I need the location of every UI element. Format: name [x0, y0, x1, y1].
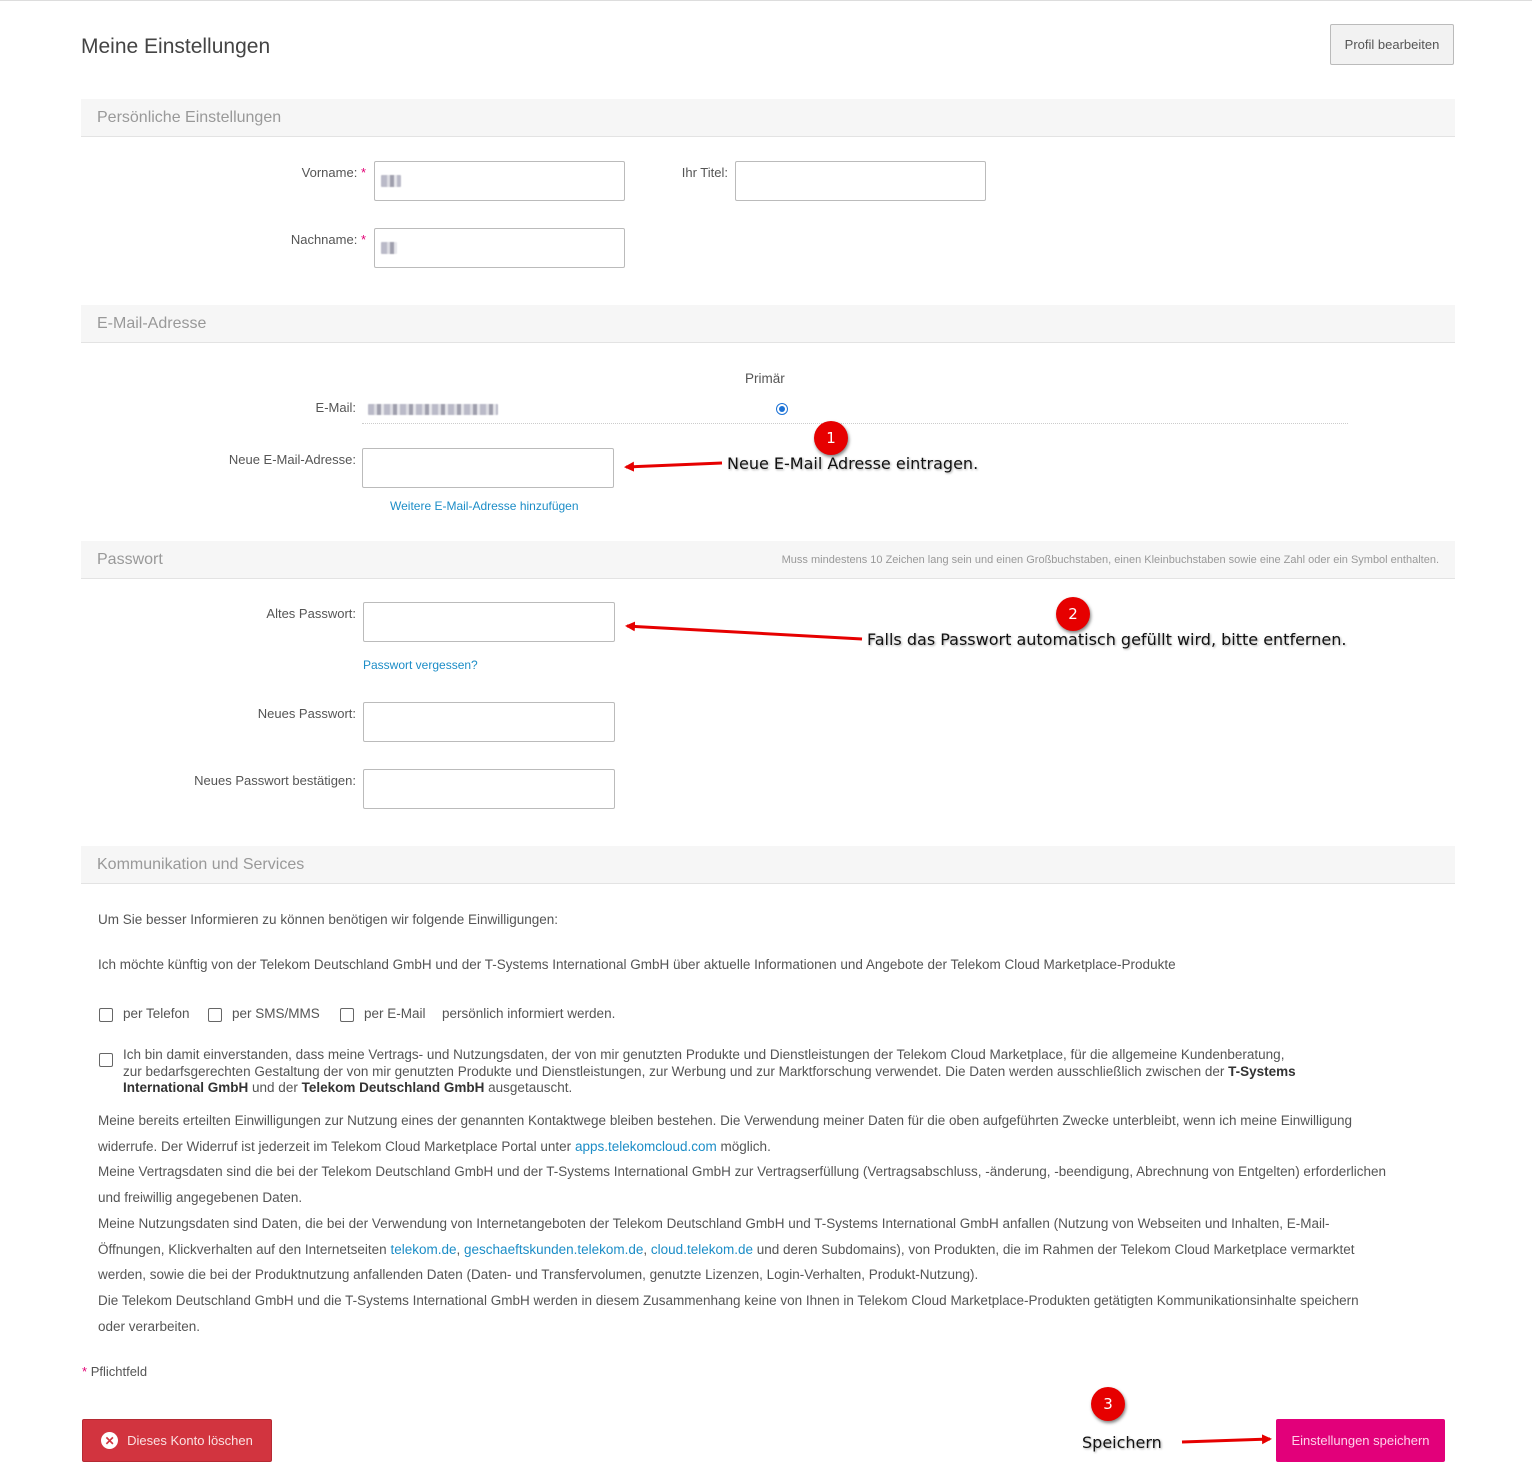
portal-link[interactable]: apps.telekomcloud.com — [574, 1138, 717, 1154]
edit-profile-button[interactable]: Profil bearbeiten — [1330, 24, 1454, 65]
annotation-text-1: Neue E-Mail Adresse eintragen. — [727, 454, 979, 473]
checkbox-suffix: persönlich informiert werden. — [442, 1006, 616, 1021]
arrow-1 — [626, 463, 722, 467]
lastname-label: Nachname: * — [290, 232, 366, 247]
section-title: Persönliche Einstellungen — [97, 108, 282, 126]
add-email-link[interactable]: Weitere E-Mail-Adresse hinzufügen — [390, 499, 579, 513]
required-mark: * — [360, 232, 366, 247]
firstname-label: Vorname: * — [301, 165, 366, 180]
forgot-password-link[interactable]: Passwort vergessen? — [363, 658, 478, 672]
save-settings-button[interactable]: Einstellungen speichern — [1276, 1419, 1445, 1462]
required-mark: * — [360, 165, 366, 180]
arrow-2 — [627, 626, 862, 639]
checkbox-sms-label: per SMS/MMS — [232, 1006, 320, 1021]
old-password-label: Altes Passwort: — [266, 606, 356, 621]
annotation-text-3: Speichern — [1082, 1433, 1162, 1452]
annotation-text-2: Falls das Passwort automatisch gefüllt wird, bitte entfernen. — [867, 630, 1347, 649]
confirm-password-label: Neues Passwort bestätigen: — [194, 773, 356, 788]
annotation-badge-2: 2 — [1056, 597, 1090, 631]
required-note: * Pflichtfeld — [82, 1364, 148, 1379]
checkbox-email-label: per E-Mail — [364, 1006, 426, 1021]
section-title: Passwort — [97, 550, 163, 568]
annotation-badge-3: 3 — [1091, 1387, 1125, 1421]
legal-text: Meine bereits erteilten Einwilligungen zur Nutzung eines der genannten Kontaktwege bleiben bestehen. Die Verwendung meiner Daten für die oben aufgeführten Zwecke unterbleibt, wenn ich meine Einwilligung widerrufe. Der Widerruf ist jederzeit im Telekom Cloud Marketplace Portal unter apps.telekomcloud.com möglich. Meine Vertragsdaten sind die bei der Telekom Deutschland GmbH und der T-Systems International GmbH zur Vertragserfüllung (Vertragsabschluss, -änderung, -beendigung, Abrechnung von Entgelten) erforderlichen und freiwillig angegebenen Daten. Meine Nutzungsdaten sind Daten, die bei der Verwendung von Internetangeboten der Telekom Deutschland GmbH und T-Systems International GmbH anfallen (Nutzung von Webseiten und Inhalten, E-Mail- Öffnungen, Klickverhalten auf den Internetseiten telekom.de, geschaeftskunden.telekom.de, cloud.telekom.de und deren Subdomains), von Produkten, die im Rahmen der Telekom Cloud Marketplace vermarktet werden, sowie die bei der Produktnutzung anfallenden Daten (Daten- und Transfervolumen, genutzte Lizenzen, Login-Verhalten, Produkt-Nutzung). Die Telekom Deutschland GmbH und die T-Systems International GmbH werden in diesem Zusammenhang keine von Ihnen in Telekom Cloud Marketplace-Produkten getätigten Kommunikationsinhalte speichern oder verarbeiten. — [98, 1113, 1386, 1334]
business-link[interactable]: geschaeftskunden.telekom.de — [464, 1241, 644, 1257]
arrow-3 — [1182, 1439, 1270, 1442]
annotation-badge-1: 1 — [814, 421, 848, 455]
new-email-label: Neue E-Mail-Adresse: — [228, 452, 356, 467]
delete-account-button[interactable]: ✕ Dieses Konto löschen — [82, 1419, 272, 1462]
section-title: E-Mail-Adresse — [97, 314, 207, 332]
email-label: E-Mail: — [315, 400, 356, 415]
close-circle-icon: ✕ — [101, 1432, 118, 1449]
annotation-arrows — [0, 1, 1532, 1480]
cloud-link[interactable]: cloud.telekom.de — [650, 1241, 753, 1257]
primary-column-header: Primär — [745, 371, 785, 386]
password-hint: Muss mindestens 10 Zeichen lang sein und einen Großbuchstaben, einen Kleinbuchstaben sowie eine Zahl oder ein Symbol enthalten. — [781, 553, 1439, 566]
telekom-link[interactable]: telekom.de — [390, 1241, 457, 1257]
section-title: Kommunikation und Services — [97, 855, 305, 873]
checkbox-phone-label: per Telefon — [123, 1006, 190, 1021]
data-consent-text: Ich bin damit einverstanden, dass meine Vertrags- und Nutzungsdaten, der von mir genutzten Produkte und Dienstleistungen der Telekom Cloud Marketplace, für die allgemeine Kundenberatung, zur bedarfsgerechten Gestaltung der von mir genutzten Produkte und Dienstleistungen, zur Werbung und zur Marktforschung verwendet. Die Daten werden ausschließlich zwischen der T-Systems International GmbH und der Telekom Deutschland GmbH ausgetauscht. — [123, 1047, 1296, 1095]
consent-intro: Um Sie besser Informieren zu können benötigen wir folgende Einwilligungen: — [98, 912, 559, 927]
consent-wish: Ich möchte künftig von der Telekom Deutschland GmbH und der T-Systems International GmbH über aktuelle Informationen und Angebote der Telekom Cloud Marketplace-Produkte — [98, 957, 1176, 972]
page-title: Meine Einstellungen — [81, 35, 271, 58]
new-password-label: Neues Passwort: — [257, 706, 356, 721]
title-label: Ihr Titel: — [681, 165, 728, 180]
